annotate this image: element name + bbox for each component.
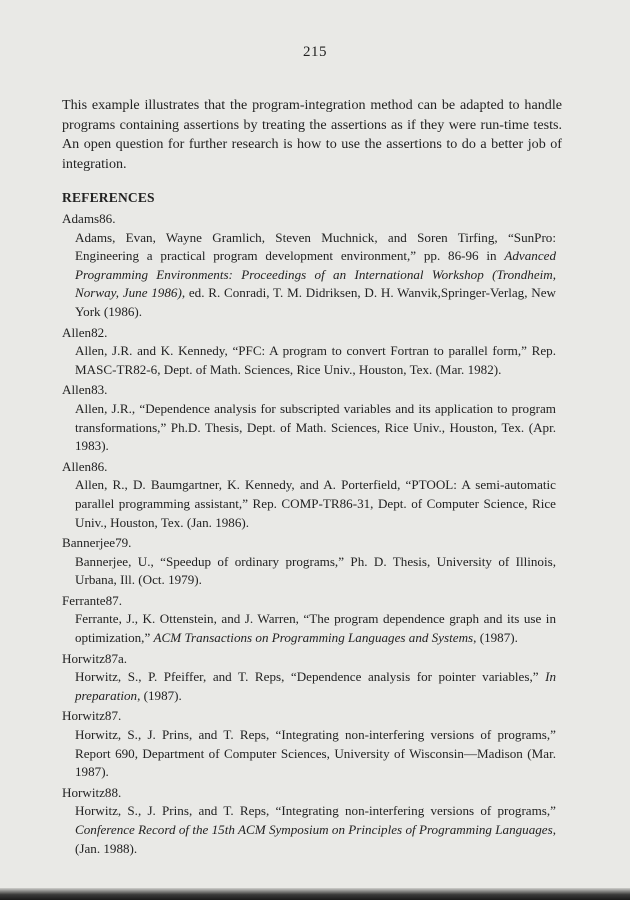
reference-key: Allen82. bbox=[62, 324, 108, 340]
reference-entry bbox=[62, 534, 556, 590]
reference-text-part: , (1987). bbox=[137, 687, 182, 703]
reference-text-part: Allen, R., D. Baumgartner, K. Kennedy, and A. Porterfield, “PTOOL: A semi-automatic parallel programming assistant,” Rep. COMP-TR86-31, Dept. of Computer Science, Rice Univ., Houston, Tex. (Jan. 1986). bbox=[75, 477, 556, 530]
reference-key: Horwitz88. bbox=[62, 784, 122, 800]
page-number: 215 bbox=[303, 44, 327, 60]
reference-entry bbox=[62, 381, 556, 455]
reference-text bbox=[62, 229, 556, 322]
reference-entry bbox=[62, 650, 556, 706]
reference-key: Ferrante87. bbox=[62, 592, 122, 608]
reference-text bbox=[62, 668, 556, 705]
reference-text-part: Horwitz, S., P. Pfeiffer, and T. Reps, “Dependence analysis for pointer variables,” bbox=[75, 669, 546, 685]
reference-text-part: Horwitz, S., J. Prins, and T. Reps, “Integrating non-interfering versions of programs,” Report 690, Department of Computer Sciences, University of Wisconsin—Madison (Mar. 1987). bbox=[75, 727, 556, 780]
reference-text bbox=[62, 802, 556, 858]
reference-text-part: , ed. R. Conradi, T. M. Didriksen, D. H. Wanvik,Springer-Verlag, New York (1986). bbox=[75, 285, 556, 319]
scan-bottom-edge bbox=[0, 888, 630, 900]
reference-key: Adams86. bbox=[62, 211, 116, 226]
reference-text-part: Allen, J.R. and K. Kennedy, “PFC: A program to convert Fortran to parallel form,” Rep. MASC-TR82-6, Dept. of Math. Sciences, Rice Univ., Houston, Tex. (Mar. 1982). bbox=[75, 343, 556, 377]
reference-text-part: Horwitz, S., J. Prins, and T. Reps, “Integrating non-interfering versions of programs,” bbox=[75, 803, 556, 819]
references-heading: REFERENCES bbox=[62, 190, 155, 205]
reference-text-part: , (1987). bbox=[473, 630, 518, 646]
reference-entry bbox=[62, 210, 556, 322]
reference-text bbox=[62, 400, 556, 456]
references-list bbox=[62, 210, 556, 860]
reference-text-part: , (Jan. 1988). bbox=[75, 822, 556, 856]
reference-text-part: Allen, J.R., “Dependence analysis for subscripted variables and its application to program transformations,” Ph.D. Thesis, Dept. of Math. Sciences, Rice Univ., Houston, Tex. (Apr. 1983). bbox=[75, 400, 556, 454]
reference-text bbox=[62, 476, 556, 532]
intro-paragraph: This example illustrates that the program-integration method can be adapted to handle programs containing assertions by treating the assertions as if they were run-time tests. An open question for further research is how to use the assertions to do a better job of integration. bbox=[62, 97, 562, 172]
reference-entry bbox=[62, 784, 556, 858]
reference-key: Allen86. bbox=[62, 458, 108, 474]
reference-italic-title: Advanced Programming Environments: Proceedings of an International Workshop (Trondheim, Norway, June 1986) bbox=[75, 248, 556, 301]
reference-key: Horwitz87. bbox=[62, 708, 122, 724]
reference-entry bbox=[62, 458, 556, 532]
reference-italic-title: ACM Transactions on Programming Languages and Systems bbox=[153, 630, 474, 646]
reference-text-part: Adams, Evan, Wayne Gramlich, Steven Muchnick, and Soren Tirfing, “SunPro: Engineering a practical program development environment,” pp. 86-96 in bbox=[75, 229, 556, 264]
reference-text bbox=[62, 610, 556, 647]
reference-entry bbox=[62, 707, 556, 781]
reference-entry bbox=[62, 324, 556, 380]
reference-italic-title: In preparation bbox=[75, 669, 556, 703]
reference-text bbox=[62, 342, 556, 379]
reference-entry bbox=[62, 592, 556, 648]
reference-text-part: Bannerjee, U., “Speedup of ordinary programs,” Ph. D. Thesis, University of Illinois, Urbana, Ill. (Oct. 1979). bbox=[75, 553, 556, 588]
reference-text bbox=[62, 726, 556, 782]
reference-key: Allen83. bbox=[62, 382, 108, 398]
reference-text-part: Ferrante, J., K. Ottenstein, and J. Warren, “The program dependence graph and its use in optimization,” bbox=[75, 611, 556, 646]
reference-key: Bannerjee79. bbox=[62, 535, 132, 551]
reference-italic-title: Conference Record of the 15th ACM Symposium on Principles of Programming Languages bbox=[75, 822, 553, 837]
reference-text bbox=[62, 553, 556, 590]
reference-key: Horwitz87a. bbox=[62, 650, 128, 666]
